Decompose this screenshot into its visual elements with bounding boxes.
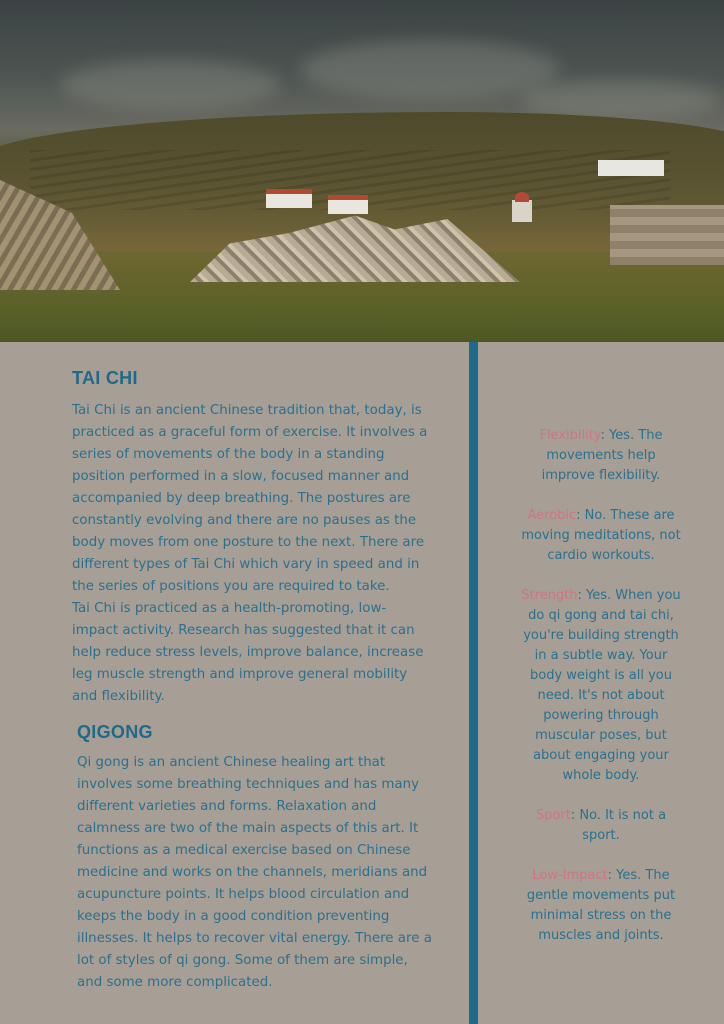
stone-wall [610, 205, 724, 265]
attributes-list [520, 426, 682, 966]
attribute-strength [520, 586, 682, 786]
attribute-low-impact [520, 866, 682, 946]
tai-chi-paragraph-2: Tai Chi is practiced as a health-promoting, low-impact activity. Research has suggested that it can help reduce stress levels, improve balance, increase leg muscle strength and improve general mobility and flexibility. [72, 601, 424, 704]
attribute-key: Strength [521, 588, 578, 603]
attribute-value: : No. It is not a sport. [570, 808, 667, 843]
column-divider [469, 342, 478, 1024]
tai-chi-heading: TAI CHI [72, 368, 138, 388]
attribute-value: : No. These are moving meditations, not cardio workouts. [521, 508, 681, 563]
attribute-key: Low-Impact [532, 868, 608, 883]
tai-chi-paragraph-1: Tai Chi is an ancient Chinese tradition that, today, is practiced as a graceful form of exercise. It involves a series of movements of the body in a standing position performed in a slow, focused manner and accompanied by deep breathing. The postures are constantly evolving and there are no pauses as the body moves from one posture to the next. There are different types of Tai Chi which vary in speed and in the series of positions you are required to take. [72, 403, 428, 594]
attribute-key: Aerobic [527, 508, 577, 523]
attribute-sport [520, 806, 682, 846]
white-building [598, 160, 664, 176]
attribute-value: : Yes. The movements help improve flexibility. [541, 428, 663, 483]
attribute-aerobic [520, 506, 682, 566]
chapel [512, 200, 532, 222]
village-house [266, 194, 312, 208]
qigong-paragraph: Qi gong is an ancient Chinese healing art that involves some breathing techniques and has many different varieties and forms. Relaxation and calmness are two of the main aspects of this art. It functions as a medical exercise based on Chinese medicine and works on the channels, meridians and acupuncture points. It helps blood circulation and keeps the body in a good condition preventing illnesses. It helps to recover vital energy. There are a lot of styles of qi gong. Some of them are simple, and some more complicated. [77, 755, 432, 990]
village-house [328, 200, 368, 214]
attribute-value: : Yes. When you do qi gong and tai chi, you're building strength in a subtle way. Your body weight is all you need. It's not about powering through muscular poses, but about engaging your whole body. [523, 588, 681, 783]
attribute-key: Sport [535, 808, 571, 823]
qigong-heading: QIGONG [77, 722, 153, 742]
attribute-flexibility [520, 426, 682, 486]
attribute-key: Flexibility [539, 428, 601, 443]
hero-photo [0, 0, 724, 342]
attribute-value: : Yes. The gentle movements put minimal stress on the muscles and joints. [526, 868, 676, 943]
